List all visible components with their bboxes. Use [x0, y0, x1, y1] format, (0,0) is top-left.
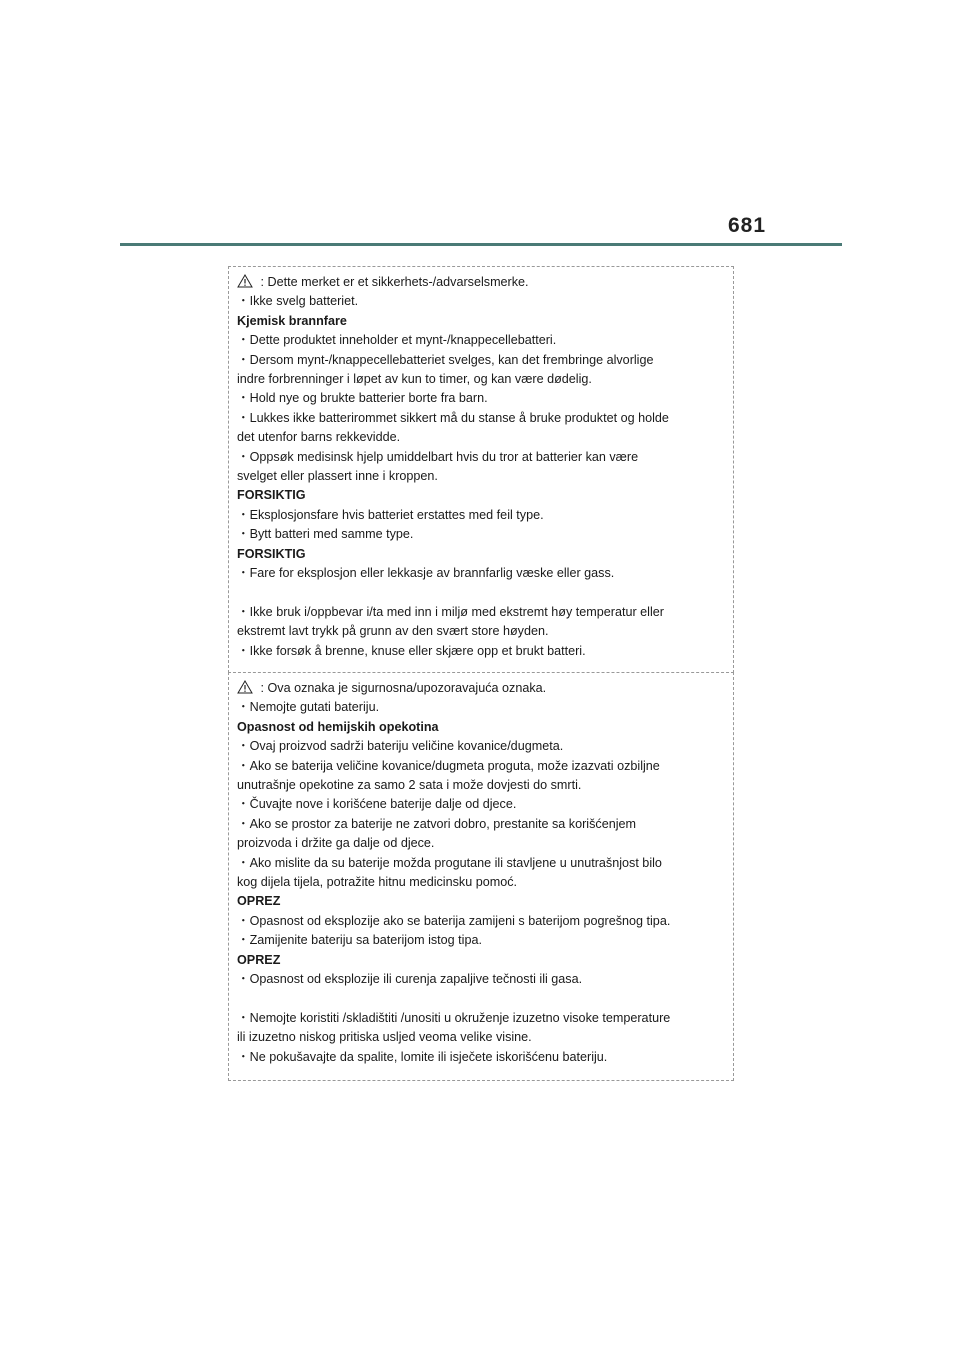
line-text: ili izuzetno niskog pritiska usljed veoma velike visine.: [237, 1030, 532, 1045]
line-text: ・Nemojte gutati bateriju.: [237, 700, 380, 715]
bosnian-line-19: [237, 1048, 729, 1066]
header-rule: [120, 243, 842, 246]
line-text: ・Ako mislite da su baterije možda progutane ili stavljene u unutrašnjost bilo: [237, 855, 662, 870]
line-text: : Dette merket er et sikkerhets-/advarselsmerke.: [257, 275, 529, 289]
bosnian-line-1: [237, 698, 729, 716]
bosnian-line-8: [237, 834, 729, 852]
bosnian-line-15: [237, 970, 729, 988]
norwegian-line-18: [237, 622, 729, 640]
bosnian-line-3: [237, 737, 729, 755]
norwegian-line-19: [237, 642, 729, 660]
norwegian-warning-box: [228, 266, 734, 673]
line-text: ・Ako se baterija veličine kovanice/dugmeta proguta, može izazvati ozbiljne: [237, 758, 660, 773]
norwegian-line-9: [237, 448, 729, 466]
line-text: ・Ikke svelg batteriet.: [237, 294, 359, 309]
line-text: ・Dersom mynt-/knappecellebatteriet svelges, kan det frembringe alvorlige: [237, 352, 654, 367]
line-text: ・Dette produktet inneholder et mynt-/knappecellebatteri.: [237, 333, 557, 348]
line-text: ・Bytt batteri med samme type.: [237, 527, 414, 542]
bosnian-line-9: [237, 854, 729, 872]
bosnian-line-12: [237, 912, 729, 930]
norwegian-line-1: [237, 292, 729, 310]
line-text: ・Opasnost od eksplozije ako se baterija zamijeni s baterijom pogrešnog tipa.: [237, 913, 671, 928]
page-number: 681: [728, 214, 767, 237]
line-text: det utenfor barns rekkevidde.: [237, 430, 401, 445]
line-text: ・Ovaj proizvod sadrži bateriju veličine kovanice/dugmeta.: [237, 739, 564, 754]
bosnian-line-17: [237, 1009, 729, 1027]
line-text: svelget eller plassert inne i kroppen.: [237, 469, 438, 483]
line-text: ・Ikke bruk i/oppbevar i/ta med inn i miljø med ekstremt høy temperatur eller: [237, 604, 664, 619]
bosnian-line-13: [237, 931, 729, 949]
line-text: ・Opasnost od eksplozije ili curenja zapaljive tečnosti ili gasa.: [237, 972, 583, 986]
bosnian-line-2: [237, 718, 729, 736]
norwegian-line-11: [237, 486, 729, 504]
line-text: FORSIKTIG: [237, 546, 306, 561]
line-text: ・Ne pokušavajte da spalite, lomite ili isječete iskorišćenu bateriju.: [237, 1049, 608, 1064]
bosnian-line-6: [237, 795, 729, 813]
norwegian-line-3: [237, 331, 729, 349]
bosnian-line-5: [237, 776, 729, 794]
bosnian-line-0: [237, 679, 729, 697]
line-text: OPREZ: [237, 952, 281, 967]
line-text: ・Eksplosjonsfare hvis batteriet erstattes med feil type.: [237, 507, 544, 522]
norwegian-line-10: [237, 467, 729, 485]
line-text: ・Hold nye og brukte batterier borte fra barn.: [237, 391, 488, 406]
line-text: Opasnost od hemijskih opekotina: [237, 719, 439, 734]
line-text: ekstremt lavt trykk på grunn av den svært store høyden.: [237, 624, 549, 639]
line-text: ・Zamijenite bateriju sa baterijom istog tipa.: [237, 933, 482, 948]
bosnian-line-11: [237, 892, 729, 910]
norwegian-line-6: [237, 389, 729, 407]
line-text: ・Lukkes ikke batterirommet sikkert må du stanse å bruke produktet og holde: [237, 410, 669, 425]
norwegian-line-14: [237, 545, 729, 563]
norwegian-line-17: [237, 603, 729, 621]
norwegian-line-0: [237, 273, 729, 291]
bosnian-warning-box: [228, 672, 734, 1081]
bosnian-line-10: [237, 873, 729, 891]
bosnian-line-18: [237, 1028, 729, 1046]
norwegian-line-2: [237, 312, 729, 330]
line-text: Kjemisk brannfare: [237, 313, 347, 328]
line-text: proizvoda i držite ga dalje od djece.: [237, 836, 435, 851]
line-text: ・Čuvajte nove i korišćene baterije dalje od djece.: [237, 797, 517, 812]
norwegian-line-8: [237, 428, 729, 446]
norwegian-line-7: [237, 409, 729, 427]
norwegian-line-4: [237, 351, 729, 369]
line-text: ・Nemojte koristiti /skladištiti /unositi u okruženje izuzetno visoke temperature: [237, 1010, 671, 1025]
line-text: : Ova oznaka je sigurnosna/upozoravajuća oznaka.: [257, 681, 547, 695]
norwegian-line-13: [237, 525, 729, 543]
norwegian-line-15: [237, 564, 729, 582]
norwegian-line-5: [237, 370, 729, 388]
norwegian-line-12: [237, 506, 729, 524]
line-text: ・Ikke forsøk å brenne, knuse eller skjære opp et brukt batteri.: [237, 643, 586, 658]
bosnian-line-7: [237, 815, 729, 833]
bosnian-line-4: [237, 757, 729, 775]
line-text: OPREZ: [237, 894, 281, 909]
line-text: ・Ako se prostor za baterije ne zatvori dobro, prestanite sa korišćenjem: [237, 816, 636, 831]
line-text: unutrašnje opekotine za samo 2 sata i može dovjesti do smrti.: [237, 778, 582, 792]
warning-triangle-icon: [237, 680, 253, 694]
line-text: indre forbrenninger i løpet av kun to timer, og kan være dødelig.: [237, 372, 592, 386]
line-text: ・Oppsøk medisinsk hjelp umiddelbart hvis du tror at batterier kan være: [237, 449, 639, 464]
line-text: kog dijela tijela, potražite hitnu medicinsku pomoć.: [237, 875, 518, 889]
warning-triangle-icon: [237, 274, 253, 288]
line-text: FORSIKTIG: [237, 488, 306, 503]
bosnian-line-14: [237, 951, 729, 969]
line-text: ・Fare for eksplosjon eller lekkasje av brannfarlig væske eller gass.: [237, 566, 615, 580]
